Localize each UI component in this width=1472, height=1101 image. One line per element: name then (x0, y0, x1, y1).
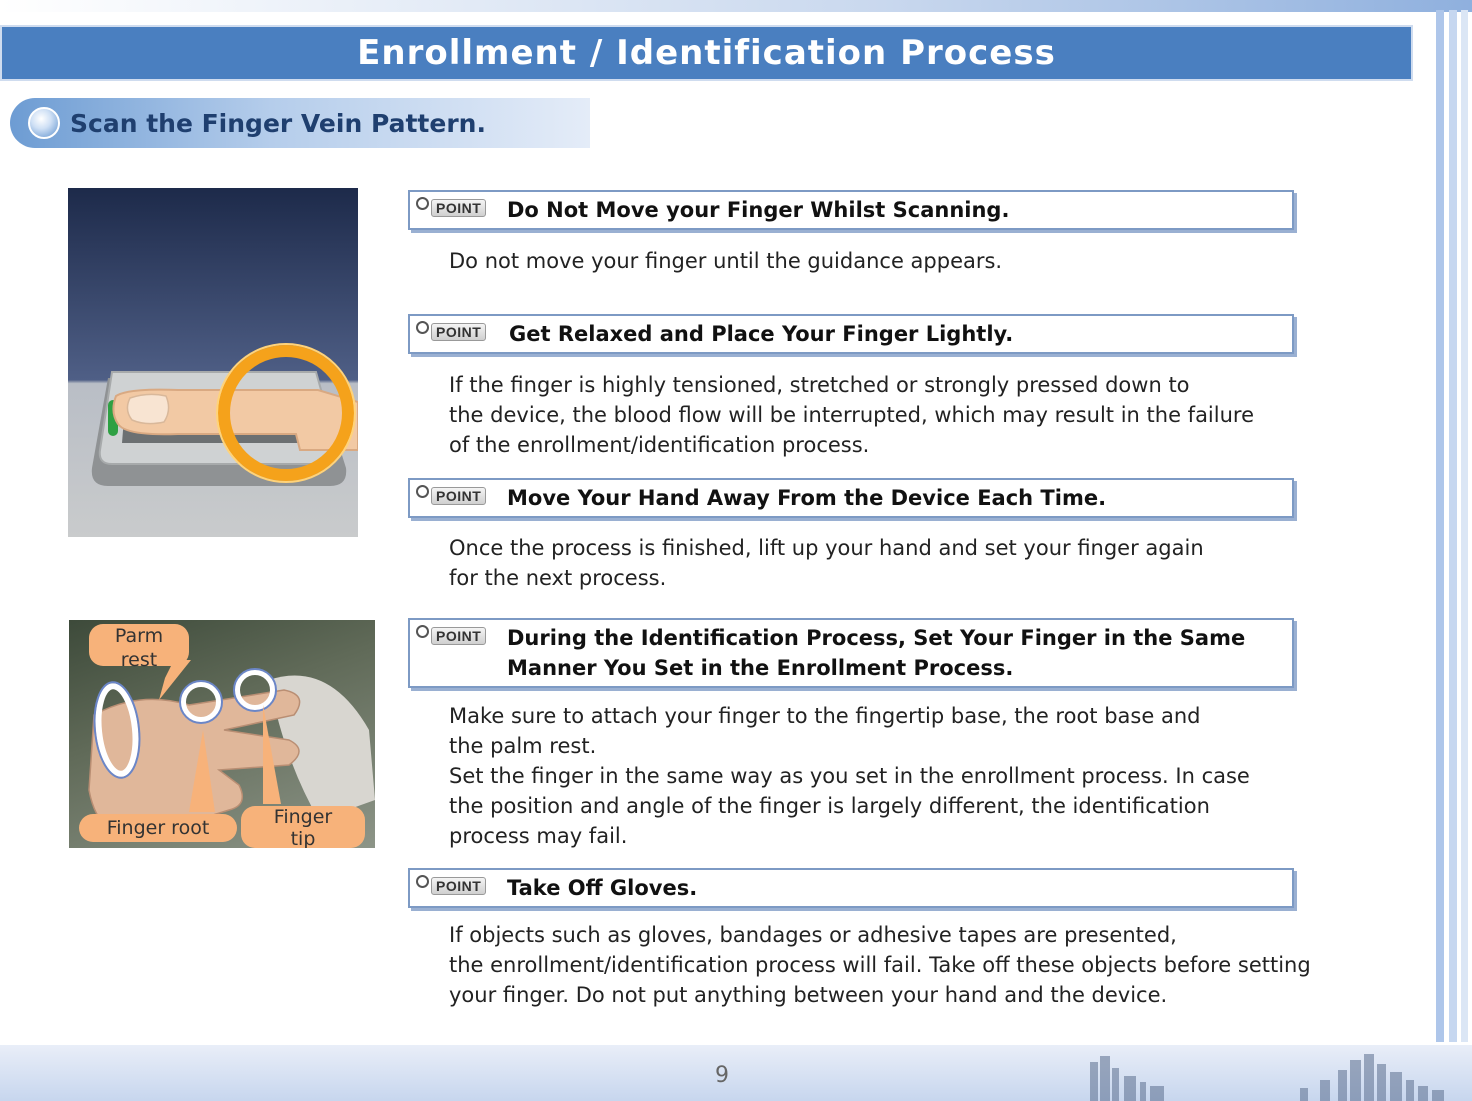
magnifier-icon (416, 485, 429, 498)
point-title: During the Identification Process, Set Your Finger in the Same Manner You Set in the Enrollment Process. (507, 626, 1246, 680)
magnifier-icon (416, 321, 429, 334)
point-body-move-away: Once the process is finished, lift up your hand and set your finger again for the next process. (449, 536, 1204, 590)
right-decoration-bars (1432, 10, 1472, 1042)
point-title: Move Your Hand Away From the Device Each Time. (507, 486, 1107, 510)
finger-root-callout (79, 814, 237, 842)
page-number: 9 (715, 1063, 729, 1088)
point-title: Get Relaxed and Place Your Finger Lightly. (509, 322, 1014, 346)
point-title: Take Off Gloves. (507, 876, 698, 900)
point-tag: POINT (416, 876, 498, 896)
point-title: Do Not Move your Finger Whilst Scanning. (507, 198, 1010, 222)
point-body-same-manner: Make sure to attach your finger to the fingertip base, the root base and the palm rest. Set the finger in the same way as you set in the enrollment process. In case the position and angle of the finger is largely different, the identification process may fail. (449, 704, 1250, 848)
finger-tip-label-line1: Finger (273, 806, 333, 828)
point-body-relaxed: If the finger is highly tensioned, stretched or strongly pressed down to the device, the blood flow will be interrupted, which may result in the failure of the enrollment/identification process. (449, 373, 1255, 457)
scanner-finger-illustration (68, 188, 358, 537)
magnifier-icon (416, 625, 429, 638)
point-box-gloves (408, 868, 1294, 908)
finger-tip-label-line2: tip (290, 828, 316, 848)
palm-rest-label-line2: rest (120, 649, 158, 671)
magnifier-icon (416, 875, 429, 888)
point-tag: POINT (416, 198, 498, 218)
point-tag: POINT (416, 626, 498, 646)
bullet-orb-icon (28, 107, 60, 139)
finger-root-label: Finger root (106, 817, 210, 839)
magnifier-icon (416, 197, 429, 210)
palm-rest-callout (89, 624, 189, 671)
top-decoration-strip (0, 0, 1472, 12)
finger-tip-callout (241, 806, 365, 848)
page-title: Enrollment / Identification Process (357, 33, 1056, 73)
point-tag: POINT (416, 322, 498, 342)
hand-placement-photo (69, 620, 375, 848)
point-body-gloves: If objects such as gloves, bandages or adhesive tapes are presented, the enrollment/identification process will fail. Take off these objects before setting your finger. Do not put anything between your hand and the device. (449, 923, 1311, 1007)
city-skyline-decoration (1080, 1050, 1460, 1101)
point-box-same-manner (408, 618, 1294, 688)
page-title-bar (0, 25, 1413, 81)
section-heading (10, 98, 590, 148)
point-box-no-move (408, 190, 1294, 230)
point-tag: POINT (416, 486, 498, 506)
palm-rest-label-line1: Parm (114, 625, 164, 647)
point-body-no-move: Do not move your finger until the guidance appears. (449, 249, 1003, 273)
section-heading-label: Scan the Finger Vein Pattern. (70, 108, 486, 138)
point-box-relaxed (408, 314, 1294, 354)
point-box-move-away (408, 478, 1294, 518)
